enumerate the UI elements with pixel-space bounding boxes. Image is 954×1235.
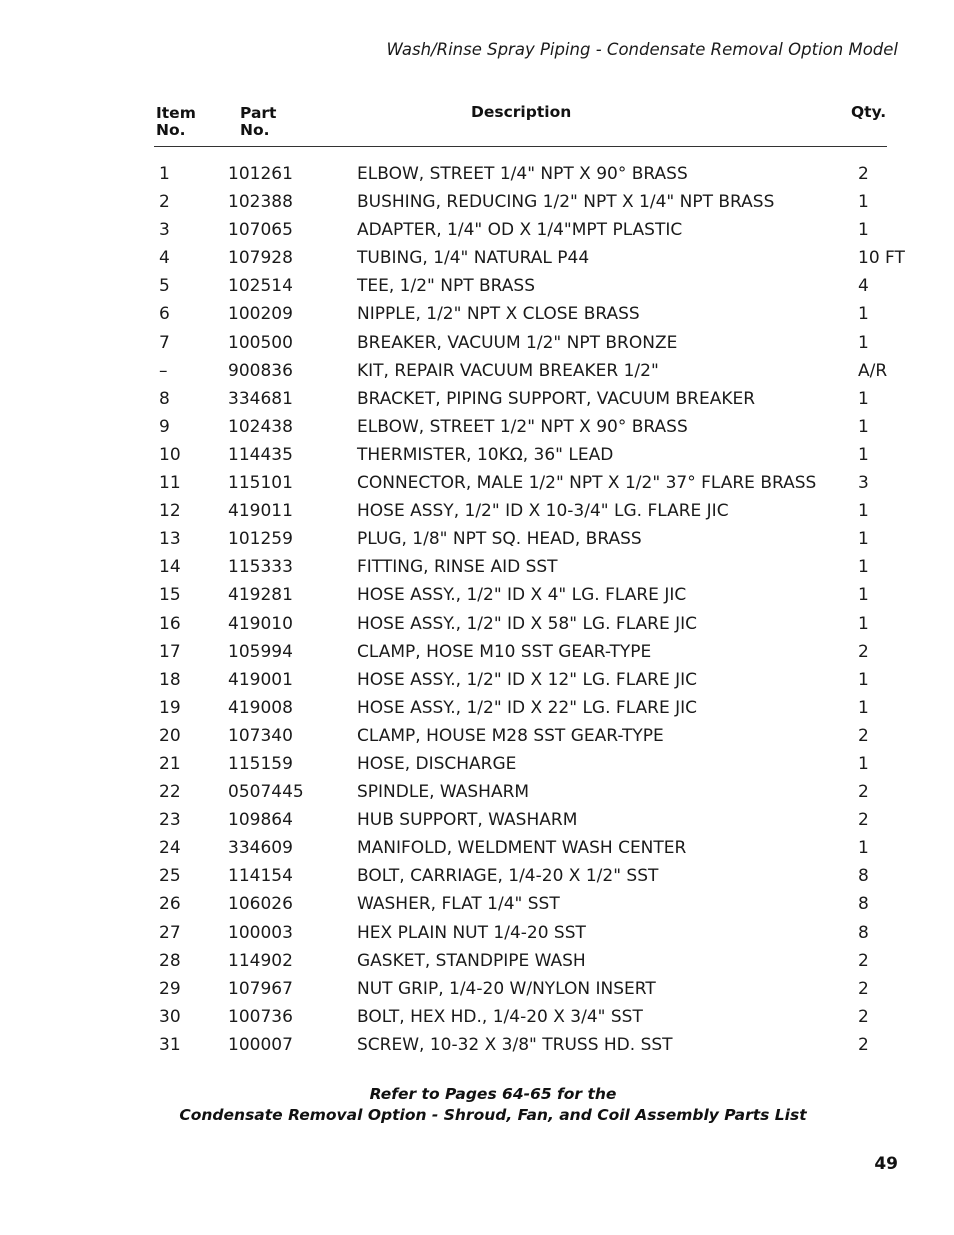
part-description: CLAMP, HOUSE M28 SST GEAR-TYPE — [357, 725, 664, 746]
item-number: 28 — [159, 950, 181, 971]
table-row — [158, 413, 908, 441]
item-number: 7 — [159, 332, 170, 353]
part-description: ELBOW, STREET 1/2" NPT X 90° BRASS — [357, 416, 688, 437]
column-header-part-no — [240, 105, 276, 139]
part-description: NIPPLE, 1/2" NPT X CLOSE BRASS — [357, 304, 640, 325]
quantity: 1 — [858, 669, 869, 690]
table-row — [158, 722, 908, 750]
part-number: 107065 — [228, 220, 293, 241]
table-row — [158, 1003, 908, 1031]
part-number: 107967 — [228, 978, 293, 999]
part-description: TUBING, 1/4" NATURAL P44 — [357, 248, 590, 269]
item-number: 21 — [159, 753, 181, 774]
table-row — [158, 694, 908, 722]
table-row — [158, 806, 908, 834]
table-row — [158, 890, 908, 918]
quantity: 1 — [858, 753, 869, 774]
item-number: 25 — [159, 866, 181, 887]
part-number: 101261 — [228, 164, 293, 184]
footer-note-line2: Condensate Removal Option - Shroud, Fan, and Coil Assembly Parts List — [179, 1106, 807, 1124]
quantity: 1 — [858, 613, 869, 634]
quantity: 8 — [858, 922, 869, 943]
part-description: NUT GRIP, 1/4-20 W/NYLON INSERT — [357, 978, 656, 999]
quantity: 1 — [858, 416, 869, 437]
quantity: 1 — [858, 220, 869, 241]
part-description: CONNECTOR, MALE 1/2" NPT X 1/2" 37° FLARE BRASS — [357, 473, 817, 494]
part-number: 102514 — [228, 276, 293, 297]
part-number: 419001 — [228, 669, 293, 690]
part-description: BOLT, CARRIAGE, 1/4-20 X 1/2" SST — [357, 866, 659, 887]
part-description: HOSE, DISCHARGE — [357, 753, 517, 774]
part-number: 419011 — [228, 501, 293, 522]
table-row — [158, 862, 908, 890]
item-number: 27 — [159, 922, 181, 943]
item-number: 22 — [159, 782, 181, 803]
table-row — [158, 581, 908, 609]
column-header-item-no — [156, 105, 196, 139]
item-number: 17 — [159, 641, 181, 662]
part-description: ADAPTER, 1/4" OD X 1/4"MPT PLASTIC — [357, 220, 683, 241]
item-number: 4 — [159, 248, 170, 269]
column-header-qty: Qty. — [851, 103, 887, 121]
table-row — [158, 244, 908, 272]
item-number: 9 — [159, 416, 170, 437]
table-row — [158, 160, 908, 188]
quantity: 1 — [858, 697, 869, 718]
item-number: 8 — [159, 388, 170, 409]
table-row — [158, 188, 908, 216]
item-number: 19 — [159, 697, 181, 718]
quantity: 2 — [858, 725, 869, 746]
page-number: 49 — [874, 1154, 898, 1174]
part-number: 114154 — [228, 866, 293, 887]
part-description: TEE, 1/2" NPT BRASS — [357, 276, 536, 297]
part-number: 115159 — [228, 753, 293, 774]
quantity: 8 — [858, 894, 869, 915]
table-row — [158, 947, 908, 975]
item-number: 3 — [159, 220, 170, 241]
part-number: 109864 — [228, 810, 293, 831]
part-number: 419281 — [228, 585, 293, 606]
table-row — [158, 469, 908, 497]
table-row — [158, 666, 908, 694]
item-number: 31 — [159, 1034, 181, 1055]
part-description: HOSE ASSY., 1/2" ID X 4" LG. FLARE JIC — [357, 585, 687, 606]
part-number: 334681 — [228, 388, 293, 409]
part-description: HOSE ASSY., 1/2" ID X 12" LG. FLARE JIC — [357, 669, 698, 690]
item-number: 2 — [159, 192, 170, 213]
part-number: 107340 — [228, 725, 293, 746]
part-description: CLAMP, HOSE M10 SST GEAR-TYPE — [357, 641, 652, 662]
item-number: 6 — [159, 304, 170, 325]
item-number: 11 — [159, 473, 181, 494]
item-number: 12 — [159, 501, 181, 522]
item-number: 15 — [159, 585, 181, 606]
part-number: 115333 — [228, 557, 293, 578]
part-description: HEX PLAIN NUT 1/4-20 SST — [357, 922, 586, 943]
quantity: 1 — [858, 501, 869, 522]
column-header-item-line2: No. — [156, 121, 186, 139]
item-number: 30 — [159, 1006, 181, 1027]
item-number: 23 — [159, 810, 181, 831]
part-description: BOLT, HEX HD., 1/4-20 X 3/4" SST — [357, 1006, 643, 1027]
quantity: 2 — [858, 950, 869, 971]
table-row — [158, 975, 908, 1003]
quantity: 2 — [858, 641, 869, 662]
quantity: 4 — [858, 276, 869, 297]
quantity: 2 — [858, 1006, 869, 1027]
parts-list-table — [158, 160, 908, 1059]
part-description: HUB SUPPORT, WASHARM — [357, 810, 578, 831]
part-description: WASHER, FLAT 1/4" SST — [357, 894, 560, 915]
table-row — [158, 441, 908, 469]
part-number: 100209 — [228, 304, 293, 325]
item-number: 18 — [159, 669, 181, 690]
quantity: 3 — [858, 473, 869, 494]
running-header-title: Wash/Rinse Spray Piping - Condensate Removal Option Model — [386, 40, 898, 59]
table-row — [158, 610, 908, 638]
part-number: 115101 — [228, 473, 293, 494]
part-description: HOSE ASSY., 1/2" ID X 22" LG. FLARE JIC — [357, 697, 698, 718]
part-number: 100500 — [228, 332, 293, 353]
table-row — [158, 919, 908, 947]
part-description: BUSHING, REDUCING 1/2" NPT X 1/4" NPT BRASS — [357, 192, 775, 213]
quantity: 2 — [858, 978, 869, 999]
footer-reference-note — [0, 1084, 954, 1126]
table-row — [158, 385, 908, 413]
footer-note-line1: Refer to Pages 64-65 for the — [369, 1085, 617, 1103]
table-row — [158, 1031, 908, 1059]
quantity: 2 — [858, 810, 869, 831]
part-description: SPINDLE, WASHARM — [357, 782, 530, 803]
column-header-description: Description — [471, 103, 572, 121]
quantity: 1 — [858, 444, 869, 465]
table-row — [158, 750, 908, 778]
column-header-part-line1: Part — [240, 104, 277, 122]
part-description: BRACKET, PIPING SUPPORT, VACUUM BREAKER — [357, 388, 756, 409]
quantity: 10 FT — [858, 248, 905, 269]
quantity: 2 — [858, 782, 869, 803]
item-number: 1 — [159, 164, 170, 184]
item-number: 5 — [159, 276, 170, 297]
item-number: 14 — [159, 557, 181, 578]
quantity: 1 — [858, 304, 869, 325]
quantity: 1 — [858, 585, 869, 606]
table-row — [158, 497, 908, 525]
part-number: 100007 — [228, 1034, 293, 1055]
item-number: – — [159, 360, 168, 381]
part-number: 100736 — [228, 1006, 293, 1027]
part-description: SCREW, 10-32 X 3/8" TRUSS HD. SST — [357, 1034, 673, 1055]
item-number: 20 — [159, 725, 181, 746]
quantity: 1 — [858, 388, 869, 409]
item-number: 29 — [159, 978, 181, 999]
part-number: 0507445 — [228, 782, 304, 803]
quantity: 1 — [858, 332, 869, 353]
table-row — [158, 300, 908, 328]
table-row — [158, 638, 908, 666]
part-description: BREAKER, VACUUM 1/2" NPT BRONZE — [357, 332, 678, 353]
part-number: 105994 — [228, 641, 293, 662]
item-number: 13 — [159, 529, 181, 550]
table-row — [158, 778, 908, 806]
table-row — [158, 834, 908, 862]
part-description: GASKET, STANDPIPE WASH — [357, 950, 586, 971]
part-description: THERMISTER, 10KΩ, 36" LEAD — [357, 444, 614, 465]
table-row — [158, 272, 908, 300]
table-row — [158, 357, 908, 385]
quantity: 1 — [858, 192, 869, 213]
part-description: MANIFOLD, WELDMENT WASH CENTER — [357, 838, 687, 859]
table-row — [158, 553, 908, 581]
part-number: 334609 — [228, 838, 293, 859]
header-divider — [154, 146, 887, 147]
part-number: 419008 — [228, 697, 293, 718]
quantity: 1 — [858, 838, 869, 859]
part-description: FITTING, RINSE AID SST — [357, 557, 558, 578]
column-header-item-line1: Item — [156, 104, 196, 122]
part-description: KIT, REPAIR VACUUM BREAKER 1/2" — [357, 360, 659, 381]
part-number: 900836 — [228, 360, 293, 381]
part-number: 102438 — [228, 416, 293, 437]
part-description: HOSE ASSY, 1/2" ID X 10-3/4" LG. FLARE JIC — [357, 501, 729, 522]
table-row — [158, 329, 908, 357]
part-number: 114435 — [228, 444, 293, 465]
part-description: HOSE ASSY., 1/2" ID X 58" LG. FLARE JIC — [357, 613, 698, 634]
quantity: 2 — [858, 164, 869, 184]
item-number: 10 — [159, 444, 181, 465]
part-number: 419010 — [228, 613, 293, 634]
table-row — [158, 216, 908, 244]
item-number: 26 — [159, 894, 181, 915]
column-header-part-line2: No. — [240, 121, 270, 139]
part-number: 100003 — [228, 922, 293, 943]
quantity: 1 — [858, 557, 869, 578]
quantity: A/R — [858, 360, 888, 381]
part-number: 102388 — [228, 192, 293, 213]
table-row — [158, 525, 908, 553]
part-number: 101259 — [228, 529, 293, 550]
part-number: 114902 — [228, 950, 293, 971]
quantity: 2 — [858, 1034, 869, 1055]
quantity: 1 — [858, 529, 869, 550]
part-description: PLUG, 1/8" NPT SQ. HEAD, BRASS — [357, 529, 642, 550]
item-number: 24 — [159, 838, 181, 859]
part-number: 106026 — [228, 894, 293, 915]
quantity: 8 — [858, 866, 869, 887]
part-description: ELBOW, STREET 1/4" NPT X 90° BRASS — [357, 164, 688, 184]
item-number: 16 — [159, 613, 181, 634]
part-number: 107928 — [228, 248, 293, 269]
